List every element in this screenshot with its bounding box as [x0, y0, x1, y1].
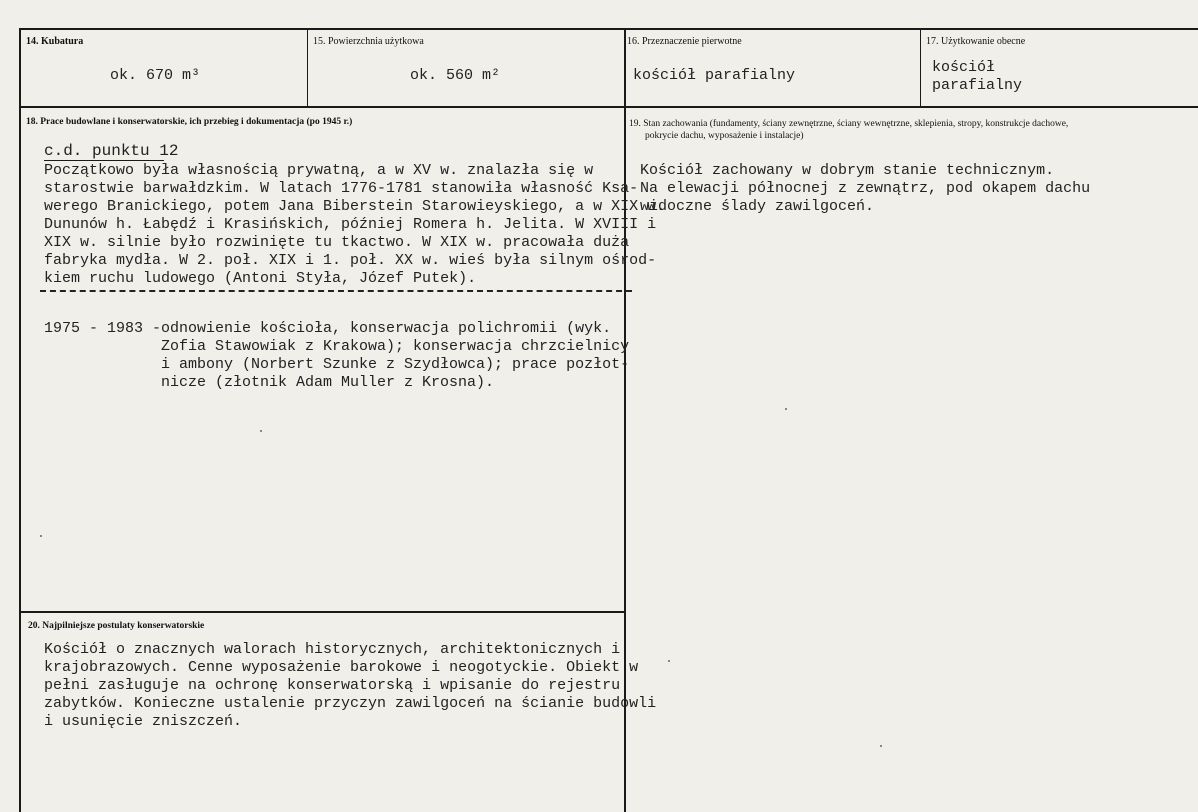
- field-17-value-line-2: parafialny: [932, 77, 1023, 94]
- history-line-5: XIX w. silnie było rozwinięte tu tkactwo. W XIX w. pracowała duża: [44, 234, 630, 251]
- dashed-separator: [40, 290, 632, 292]
- row1-divider-1: [307, 28, 308, 107]
- field-14-value: ok. 670 m³: [110, 67, 201, 84]
- field-17-value-line-1: kościół: [932, 59, 996, 76]
- paper-speck: [785, 408, 787, 410]
- field-19-label-line-1: 19. Stan zachowania (fundamenty, ściany zewnętrzne, ściany wewnętrzne, sklepienia, stropy, konstrukcje dachowe,: [629, 119, 1069, 129]
- history-line-7: kiem ruchu ludowego (Antoni Styła, Józef Putek).: [44, 270, 477, 287]
- paper-speck: [40, 535, 42, 537]
- field-16-value: kościół parafialny: [633, 67, 796, 84]
- field-19-label-line-2: pokrycie dachu, wyposażenie i instalacje): [645, 131, 804, 141]
- works-line-4: nicze (złotnik Adam Muller z Krosna).: [161, 374, 495, 391]
- field-16-label: 16. Przeznaczenie pierwotne: [627, 36, 742, 47]
- paper-speck: [260, 430, 262, 432]
- works-line-3: i ambony (Norbert Szunke z Szydłowca); prace pozłot-: [161, 356, 630, 373]
- continuation-underline: [44, 160, 164, 161]
- field-20-line-2: krajobrazowych. Cenne wyposażenie barokowe i neogotyckie. Obiekt w: [44, 659, 639, 676]
- top-rule: [20, 28, 1198, 30]
- f20-top-rule: [20, 611, 625, 613]
- history-line-2: starostwie barwałdzkim. W latach 1776-1781 stanowiła własność Ksa-: [44, 180, 639, 197]
- paper-speck: [880, 745, 882, 747]
- works-line-2: Zofia Stawowiak z Krakowa); konserwacja chrzcielnicy: [161, 338, 630, 355]
- field-15-label: 15. Powierzchnia użytkowa: [313, 36, 424, 47]
- works-line-1: odnowienie kościoła, konserwacja polichromii (wyk.: [161, 320, 612, 337]
- row1-bottom-rule: [20, 106, 1198, 108]
- left-rule: [19, 28, 21, 812]
- history-line-1: Początkowo była własnością prywatną, a w XV w. znalazła się w: [44, 162, 594, 179]
- field-20-line-4: zabytków. Konieczne ustalenie przyczyn zawilgoceń na ścianie budowli: [44, 695, 657, 712]
- field-20-line-1: Kościół o znacznych walorach historycznych, architektonicznych i: [44, 641, 621, 658]
- field-20-line-3: pełni zasługuje na ochronę konserwatorską i wpisanie do rejestru: [44, 677, 621, 694]
- row1-divider-3: [920, 28, 921, 107]
- field-19-line-3: widoczne ślady zawilgoceń.: [640, 198, 875, 215]
- paper-speck: [668, 660, 670, 662]
- field-17-label: 17. Użytkowanie obecne: [926, 36, 1026, 47]
- field-14-label: 14. Kubatura: [26, 36, 84, 47]
- history-line-3: werego Branickiego, potem Jana Biberstein Starowieyskiego, a w XIX w.: [44, 198, 666, 215]
- works-date: 1975 - 1983 -: [44, 320, 162, 337]
- continuation-note: c.d. punktu 12: [44, 142, 179, 160]
- field-15-value: ok. 560 m²: [410, 67, 501, 84]
- history-line-4: Dununów h. Łabędź i Krasińskich, później Romera h. Jelita. W XVIII i: [44, 216, 657, 233]
- field-19-line-1: Kościół zachowany w dobrym stanie technicznym.: [640, 162, 1055, 179]
- field-20-line-5: i usunięcie zniszczeń.: [44, 713, 243, 730]
- field-18-label: 18. Prace budowlane i konserwatorskie, ich przebieg i dokumentacja (po 1945 r.): [26, 117, 353, 127]
- field-19-line-2: Na elewacji północnej z zewnątrz, pod okapem dachu: [640, 180, 1091, 197]
- field-20-label: 20. Najpilniejsze postulaty konserwatorskie: [28, 621, 205, 631]
- history-line-6: fabryka mydła. W 2. poł. XIX i 1. poł. XX w. wieś była silnym ośrod-: [44, 252, 657, 269]
